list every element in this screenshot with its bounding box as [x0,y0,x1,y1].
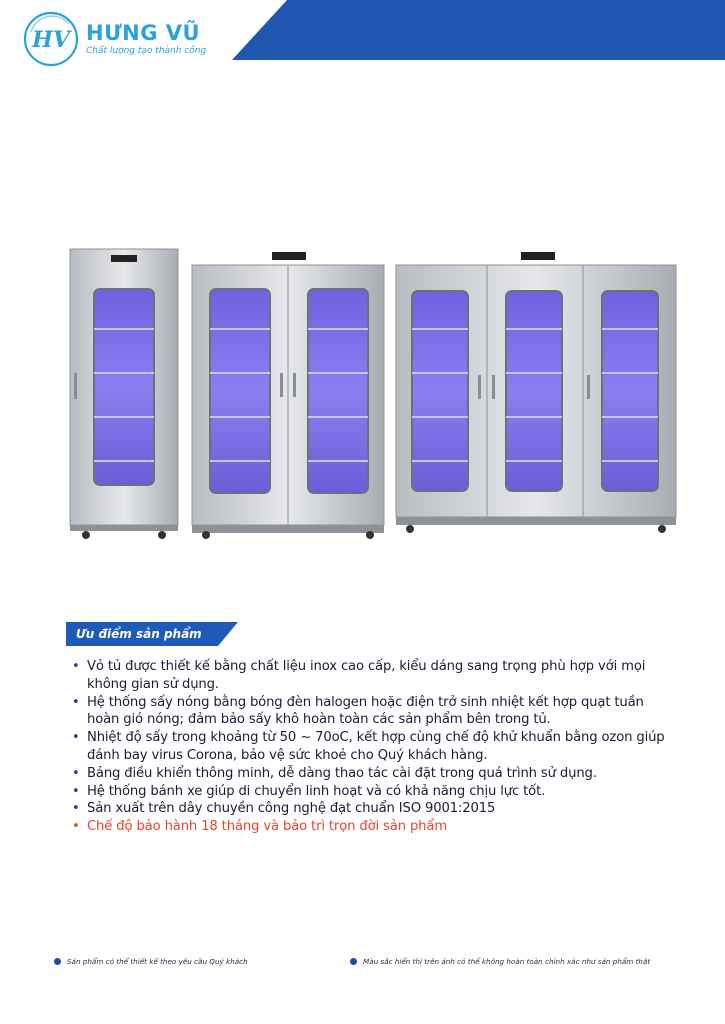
section-title: Ưu điểm sản phẩm [76,627,202,641]
bullet-icon: • [72,659,80,674]
cabinet-triple-door [396,252,676,533]
bullet-icon: • [72,819,80,835]
feature-item: • Nhiệt độ sấy trong khoảng từ 50 ~ 70oC, kết hợp cùng chế độ khử khuẩn bằng ozon giúp đánh bay virus Corona, bảo vệ sức khoẻ cho Quý khách hàng. [72,730,665,763]
bullet-icon: • [72,765,80,781]
brand-logo [22,10,206,68]
brand-slogan: Chất lượng tạo thành công [86,46,207,56]
feature-item: • Hệ thống bánh xe giúp di chuyển linh hoạt và có khả năng chịu lực tốt. [72,783,546,799]
header-band [232,0,725,60]
section-tag [66,622,202,646]
cabinet-single-door [70,249,178,539]
bullet-icon: • [72,801,80,817]
bullet-icon [54,958,61,965]
feature-item: • Vỏ tủ được thiết kế bằng chất liệu inox cao cấp, kiểu dáng sang trọng phù hợp với mọi không gian sử dụng. [72,659,646,692]
feature-item: • Bảng điều khiển thông minh, dễ dàng thao tác cài đặt trong quá trình sử dụng. [72,765,597,781]
feature-item: • Hệ thống sấy nóng bằng bóng đèn halogen hoặc điện trở sinh nhiệt kết hợp quạt tuần hoàn gió nóng; đảm bảo sấy khô hoàn toàn các sản phẩm bên trong tủ. [72,694,644,728]
product-photo [66,245,684,545]
feature-list [70,658,670,836]
footnote-custom-design: Sản phẩm có thể thiết kế theo yêu cầu Quý khách [54,957,248,966]
hv-monogram-icon [22,10,80,68]
bullet-icon: • [72,694,80,710]
bullet-icon [350,958,357,965]
bullet-icon: • [72,783,80,799]
feature-item-warranty: • Chế độ bảo hành 18 tháng và bảo trì trọn đời sản phẩm [72,819,448,835]
brand-name: HƯNG VŨ [86,21,201,45]
bullet-icon: • [72,730,80,746]
cabinet-double-door [192,252,384,539]
footnote-color-disclaimer: Màu sắc hiển thị trên ảnh có thể không hoàn toàn chính xác như sản phẩm thật [350,957,650,966]
feature-item: • Sản xuất trên dây chuyền công nghệ đạt chuẩn ISO 9001:2015 [72,801,496,817]
logo-monogram: HV [32,27,70,53]
